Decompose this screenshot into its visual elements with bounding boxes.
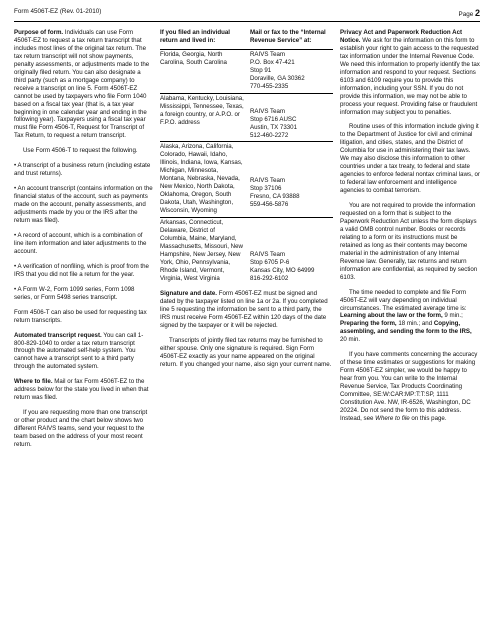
multiple-requests-paragraph: If you are requesting more than one transcript or other product and the chart below shows two different RAIVS teams, send your request to the team based on the address of your most recent return. — [14, 409, 148, 448]
bullet-nonfiling: • A verification of nonfiling, which is proof from the IRS that you did not file a return for the year. — [14, 262, 149, 278]
header-rule — [14, 21, 480, 22]
table-cell-states: Alaska, Arizona, California, Colorado, Hawaii, Idaho, Illinois, Indiana, Iowa, Kansas, Michigan, Minnesota, Montana, Nebraska, Nevada, New Mexico, North Dakota, Oklahoma, Oregon, South Dakota, Utah, Washington, Wisconsin, Wyoming — [160, 142, 250, 218]
not-required-paragraph: You are not required to provide the information requested on a form that is subject to the Paperwork Reduction Act unless the form displays a valid OMB control number. Books or records relating to a form or its instructions must be retained as long as their contents may become material in the administration of any Internal Revenue law. Generally, tax returns and return information are confidential, as required by section 6103. — [340, 202, 478, 281]
table-cell-address: RAIVS Team P.O. Box 47-421 Stop 91 Doraville, GA 30362 770-455-2335 — [250, 49, 333, 93]
bullet-record: • A record of account, which is a combination of line item information and later adjustments to the account. — [14, 231, 147, 255]
form-4506t-paragraph: Form 4506-T can also be used for requesting tax return transcripts. — [14, 308, 147, 324]
column-middle — [160, 29, 333, 375]
page-number: Page 2 — [458, 8, 480, 18]
privacy-paragraph: Privacy Act and Paperwork Reduction Act Notice. We ask for the information on this form to establish your right to gain access to the requested tax information under the Internal Revenue Code. We need this information to properly identify the tax information and respond to your request. Sections 6103 and 6109 require you to provide this information, including your SSN. If you do not provide this information, we may not be able to process your request. Providing false or fraudulent information may subject you to penalties. — [340, 29, 480, 116]
table-row — [160, 142, 333, 218]
automated-paragraph: Automated transcript request. You can call 1-800-829-1040 to order a tax return transcript through the automated self-help system. You cannot have a transcript sent to a third party through the automated system. — [14, 331, 144, 371]
where-to-file-paragraph: Where to file. Mail or fax Form 4506T-EZ to the address below for the state you lived in when that return was filed. — [14, 378, 149, 402]
mailing-address-table — [160, 29, 333, 285]
joint-returns-paragraph: Transcripts of jointly filed tax returns may be furnished to either spouse. Only one signature is required. Sign Form 4506T-EZ exactly as your name appeared on the original return. If you changed your name, also sign your current name. — [160, 336, 332, 368]
bullet-account: • An account transcript (contains information on the financial status of the account, such as payments made on the account, penalty assessments, and adjustments made by you or the IRS after the return was filed). — [14, 185, 153, 225]
table-cell-address: RAIVS Team Stop 6705 P-6 Kansas City, MO 64999 816-292-6102 — [250, 218, 333, 285]
bullet-w2: • A Form W-2, Form 1099 series, Form 1098 series, or Form 5498 series transcript. — [14, 285, 135, 301]
purpose-paragraph: Purpose of form. Individuals can use Form 4506T-EZ to request a tax return transcript that includes most lines of the original tax return. The tax return transcript will not show payments, penalty assessments, or adjustments made to the originally filed return. You can also designate a third party (such as a mortgage company) to receive a transcript on line 5. Form 4506T-EZ cannot be used by taxpayers who file Form 1040 based on a fiscal tax year (that is, a tax year beginning in one calendar year and ending in the following year). Taxpayers using a fiscal tax year must file Form 4506-T, Request for Transcript of Tax Return, to request a return transcript. — [14, 29, 150, 140]
page-number-value: 2 — [474, 8, 480, 18]
table-row — [160, 93, 333, 142]
form-id: Form 4506T-EZ (Rev. 01-2010) — [14, 8, 102, 15]
page-header — [14, 8, 480, 18]
time-estimate-paragraph: The time needed to complete and file Form 4506T-EZ will vary depending on individual circumstances. The estimated average time is: Learning about the law or the form, 9 min.; Preparing the form, 18 min.; and Copying, assembling, and sending the form to the IRS, 20 min. — [340, 288, 472, 344]
table-header — [160, 29, 333, 49]
table-cell-states: Alabama, Kentucky, Louisiana, Mississippi, Tennessee, Texas, a foreign country, or A.P.O. or F.P.O. address — [160, 93, 250, 142]
column-right — [340, 29, 480, 430]
bullet-business: • A transcript of a business return (including estate and trust returns). — [14, 162, 151, 178]
table-cell-states: Arkansas, Connecticut, Delaware, District of Columbia, Maine, Maryland, Massachusetts, Missouri, New Hampshire, New Jersey, New York, Ohio, Pennsylvania, Rhode Island, Vermont, Virginia, West Virginia — [160, 218, 250, 285]
column-left — [14, 29, 153, 456]
table-cell-address: RAIVS Team Stop 37106 Fresno, CA 93888 559-456-5876 — [250, 142, 333, 218]
table-row — [160, 49, 333, 93]
table-row — [160, 218, 333, 285]
where-to-file-reference: Where to file — [375, 414, 410, 422]
table-cell-states: Florida, Georgia, North Carolina, South Carolina — [160, 49, 250, 93]
signature-paragraph: Signature and date. Form 4506T-EZ must be signed and dated by the taxpayer listed on line 1a or 2a. If you completed line 5 requesting the information be sent to a third party, the IRS must receive Form 4506T-EZ within 120 days of the date signed by the taxpayer or it will be rejected. — [160, 289, 328, 329]
routine-uses-paragraph: Routine uses of this information include giving it to the Department of Justice for civil and criminal litigation, and cities, states, and the District of Columbia for use in administering their tax laws. We may also disclose this information to other countries under a tax treaty, to federal and state agencies to enforce federal nontax criminal laws, or to federal law enforcement and intelligence agencies to combat terrorism. — [340, 123, 480, 195]
table-header-address: Mail or fax to the “Internal Revenue Service” at: — [250, 29, 326, 44]
table-cell-address: RAIVS Team Stop 6716 AUSC Austin, TX 73301 512-460-2272 — [250, 93, 333, 142]
comments-paragraph: If you have comments concerning the accuracy of these time estimates or suggestions for making Form 4506T-EZ simpler, we would be happy to hear from you. You can write to the Internal Revenue Service, Tax Products Coordinating Committee, SE:W:CAR:MP:T:T:SP, 1111 Constitution Ave. NW, IR-6526, Washington, DC 20224. Do not send the form to this address. Instead, see Where to file on this page. — [340, 351, 478, 422]
table-header-states: If you filed an individual return and lived in: — [160, 29, 230, 44]
use-4506t-paragraph: Use Form 4506-T to request the following. — [23, 147, 138, 155]
